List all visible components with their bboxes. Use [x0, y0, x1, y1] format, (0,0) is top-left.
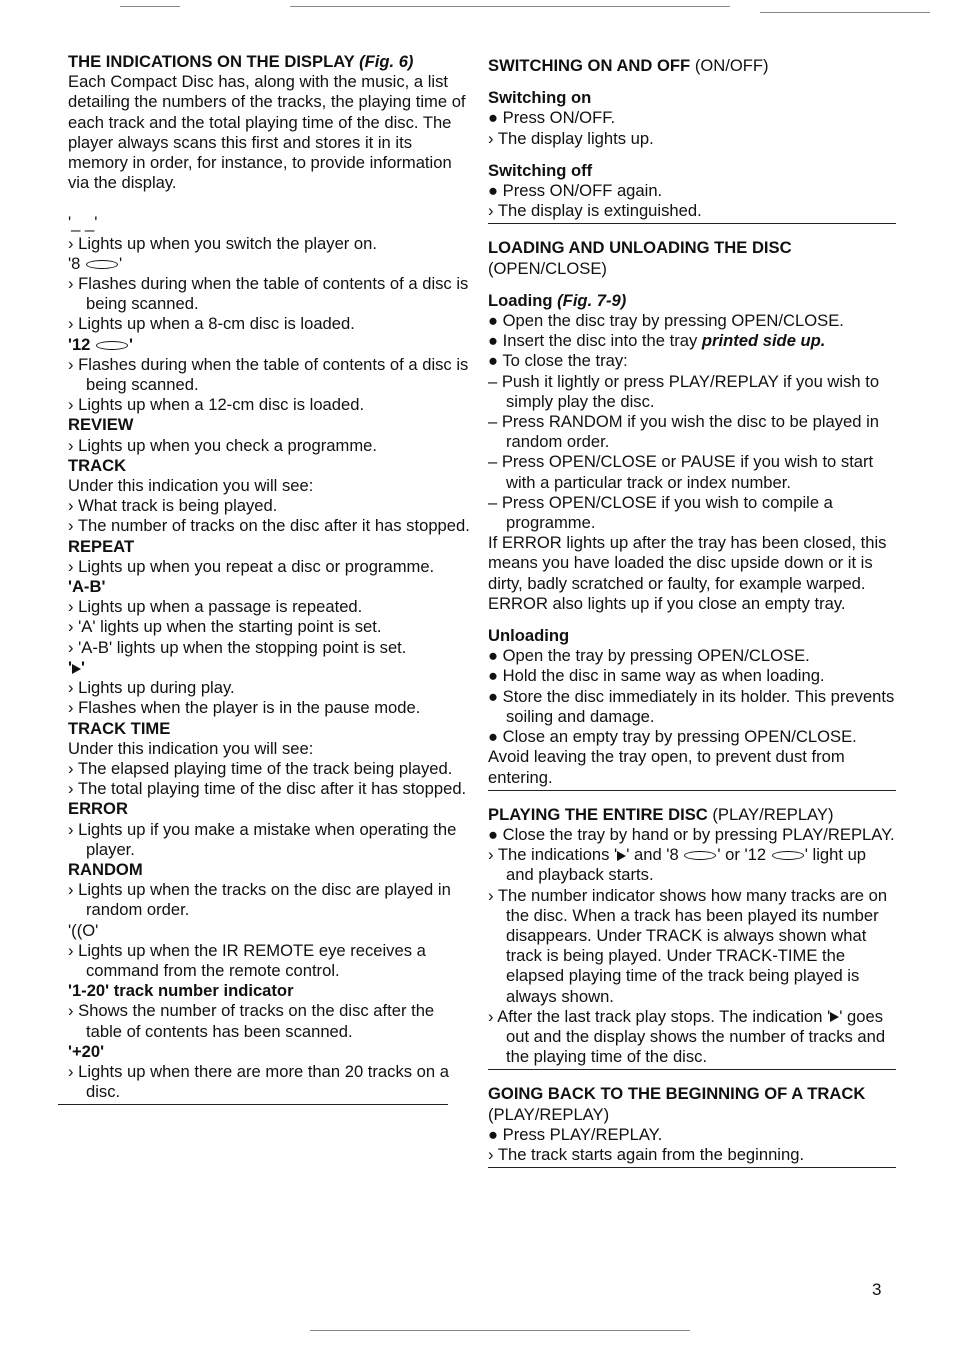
loading-option-4: – Press OPEN/CLOSE if you wish to compile a programme. — [488, 492, 833, 533]
indicator-tracknumber-desc: › Shows the number of tracks on the disc after the table of contents has been scanned. — [68, 1001, 435, 1041]
section-divider — [488, 1167, 896, 1168]
playing-step-1: ● Close the tray by hand or by pressing PLAY/REPLAY. — [488, 824, 895, 844]
switching-off-step-1: ● Press ON/OFF again. — [488, 181, 663, 201]
indicator-track-desc-1: › What track is being played. — [68, 496, 278, 516]
playing-step-4: › After the last track play stops. The indication ' ' goes out and the display shows the number of tracks and the playing time of the disc. — [488, 1006, 886, 1067]
unloading-subheading: Unloading — [488, 626, 570, 646]
indicator-review-label: REVIEW — [68, 415, 134, 435]
switching-on-step-2: › The display lights up. — [488, 128, 654, 148]
indicator-repeat-desc: › Lights up when you repeat a disc or programme. — [68, 556, 435, 576]
play-icon — [830, 1012, 839, 1022]
scan-line — [120, 6, 180, 7]
indicator-12cm-label: '12 ' — [68, 334, 133, 354]
section-divider — [58, 1104, 448, 1105]
indicator-tracktime-label: TRACK TIME — [68, 718, 171, 738]
right-column — [488, 52, 896, 1182]
play-icon — [617, 851, 626, 861]
indicator-tracktime-intro: Under this indication you will see: — [68, 738, 314, 758]
indicator-plus20-desc: › Lights up when there are more than 20 tracks on a disc. — [68, 1061, 449, 1102]
indicator-ab-desc-3: › 'A-B' lights up when the stopping point is set. — [68, 637, 407, 657]
indicator-ab-desc-2: › 'A' lights up when the starting point is set. — [68, 617, 382, 637]
scan-line — [310, 1330, 690, 1331]
loading-subheading: Loading (Fig. 7-9) — [488, 290, 627, 310]
section-heading-playing: PLAYING THE ENTIRE DISC (PLAY/REPLAY) — [488, 804, 834, 824]
indicator-play-label: ' ' — [68, 657, 85, 677]
indicator-8cm-label: '8 ' — [68, 253, 123, 273]
intro-paragraph: Each Compact Disc has, along with the music, a list detailing the numbers of the tracks, the playing time of each track and the total playing time of the disc. The player always scans this first and stores it in its memory in order, for instance, to provide information via the display. — [68, 72, 466, 193]
indicator-8cm-desc-2: › Lights up when a 8-cm disc is loaded. — [68, 314, 355, 334]
section-heading-back: GOING BACK TO THE BEGINNING OF A TRACK (PLAY/REPLAY) — [488, 1084, 866, 1124]
indicator-play-desc-2: › Flashes when the player is in the pause mode. — [68, 698, 421, 718]
scan-line — [760, 12, 930, 13]
figure-ref: (Fig. 6) — [359, 52, 414, 71]
switching-off-step-2: › The display is extinguished. — [488, 201, 702, 221]
section-divider — [488, 1069, 896, 1070]
playing-step-2: › The indications ' ' and '8 ' or '12 ' light up and playback starts. — [488, 845, 867, 885]
indicator-track-label: TRACK — [68, 455, 127, 475]
switching-on-step-1: ● Press ON/OFF. — [488, 108, 616, 128]
unloading-step-2: ● Hold the disc in same way as when loading. — [488, 666, 825, 686]
disc-icon — [96, 341, 128, 350]
indicator-ab-label: 'A-B' — [68, 577, 106, 597]
play-icon — [72, 664, 81, 674]
section-heading-indications — [68, 52, 470, 72]
indicator-blank-desc: › Lights up when you switch the player on. — [68, 233, 378, 253]
indicator-error-desc: › Lights up if you make a mistake when operating the player. — [68, 819, 457, 859]
indicator-error-label: ERROR — [68, 799, 128, 819]
heading-text: THE INDICATIONS ON THE DISPLAY — [68, 52, 355, 71]
section-heading-onoff: SWITCHING ON AND OFF (ON/OFF) — [488, 56, 769, 75]
indicator-ir-desc: › Lights up when the IR REMOTE eye receives a command from the remote control. — [68, 940, 426, 980]
loading-step-2: ● Insert the disc into the tray printed side up. — [488, 331, 826, 351]
indicator-play-desc-1: › Lights up during play. — [68, 678, 235, 698]
switching-off-subheading: Switching off — [488, 160, 593, 180]
indicator-ab-desc-1: › Lights up when a passage is repeated. — [68, 597, 363, 617]
loading-option-1: – Push it lightly or press PLAY/REPLAY if you wish to simply play the disc. — [488, 371, 880, 411]
indicator-12cm-desc-1: › Flashes during when the table of contents of a disc is being scanned. — [68, 354, 469, 395]
section-heading-loading: LOADING AND UNLOADING THE DISC (OPEN/CLOSE) — [488, 238, 792, 278]
indicator-random-label: RANDOM — [68, 859, 143, 879]
indicator-tracknumber-label: '1-20' track number indicator — [68, 981, 294, 1001]
loading-option-3: – Press OPEN/CLOSE or PAUSE if you wish to start with a particular track or index number. — [488, 452, 874, 492]
indicator-track-desc-2: › The number of tracks on the disc after it has stopped. — [68, 516, 470, 536]
back-step-1: ● Press PLAY/REPLAY. — [488, 1124, 663, 1144]
disc-icon — [684, 851, 716, 860]
loading-error-note: If ERROR lights up after the tray has been closed, this means you have loaded the disc upside down or it is dirty, badly scratched or faulty, for example warped. ERROR also lights up if you close an empty tray. — [488, 533, 887, 613]
section-divider — [488, 790, 896, 791]
loading-option-2: – Press RANDOM if you wish the disc to be played in random order. — [488, 412, 880, 452]
indicator-plus20-label: '+20' — [68, 1041, 105, 1061]
indicator-tracktime-desc-1: › The elapsed playing time of the track being played. — [68, 758, 453, 778]
unloading-step-3: ● Store the disc immediately in its holder. This prevents soiling and damage. — [488, 686, 895, 726]
indicator-8cm-desc-1: › Flashes during when the table of contents of a disc is being scanned. — [68, 274, 469, 314]
playing-step-3: › The number indicator shows how many tracks are on the disc. When a track has been played its number disappears. Under TRACK is always shown what track is being played. Under TRACK-TIME the elapsed playing time of the track being played is always shown. — [488, 885, 888, 1006]
section-divider — [488, 223, 896, 224]
loading-step-1: ● Open the disc tray by pressing OPEN/CLOSE. — [488, 311, 844, 331]
indicator-repeat-label: REPEAT — [68, 536, 135, 556]
disc-icon — [86, 260, 118, 269]
indicator-review-desc: › Lights up when you check a programme. — [68, 435, 377, 455]
switching-on-subheading: Switching on — [488, 88, 592, 108]
indicator-ir-label: '((O' — [68, 920, 99, 940]
scan-line — [290, 6, 730, 7]
unloading-note: Avoid leaving the tray open, to prevent dust from entering. — [488, 747, 845, 787]
back-step-2: › The track starts again from the beginning. — [488, 1144, 805, 1164]
page-number: 3 — [872, 1280, 882, 1299]
indicator-12cm-desc-2: › Lights up when a 12-cm disc is loaded. — [68, 395, 365, 415]
unloading-step-1: ● Open the tray by pressing OPEN/CLOSE. — [488, 646, 810, 666]
indicator-tracktime-desc-2: › The total playing time of the disc after it has stopped. — [68, 779, 467, 799]
disc-icon — [772, 851, 804, 860]
indicator-track-intro: Under this indication you will see: — [68, 476, 314, 496]
indicator-blank-label: '_ _' — [68, 213, 98, 233]
left-column — [68, 52, 470, 1119]
indicator-random-desc: › Lights up when the tracks on the disc are played in random order. — [68, 880, 451, 920]
unloading-step-4: ● Close an empty tray by pressing OPEN/CLOSE. — [488, 727, 857, 747]
loading-step-3: ● To close the tray: — [488, 351, 628, 371]
